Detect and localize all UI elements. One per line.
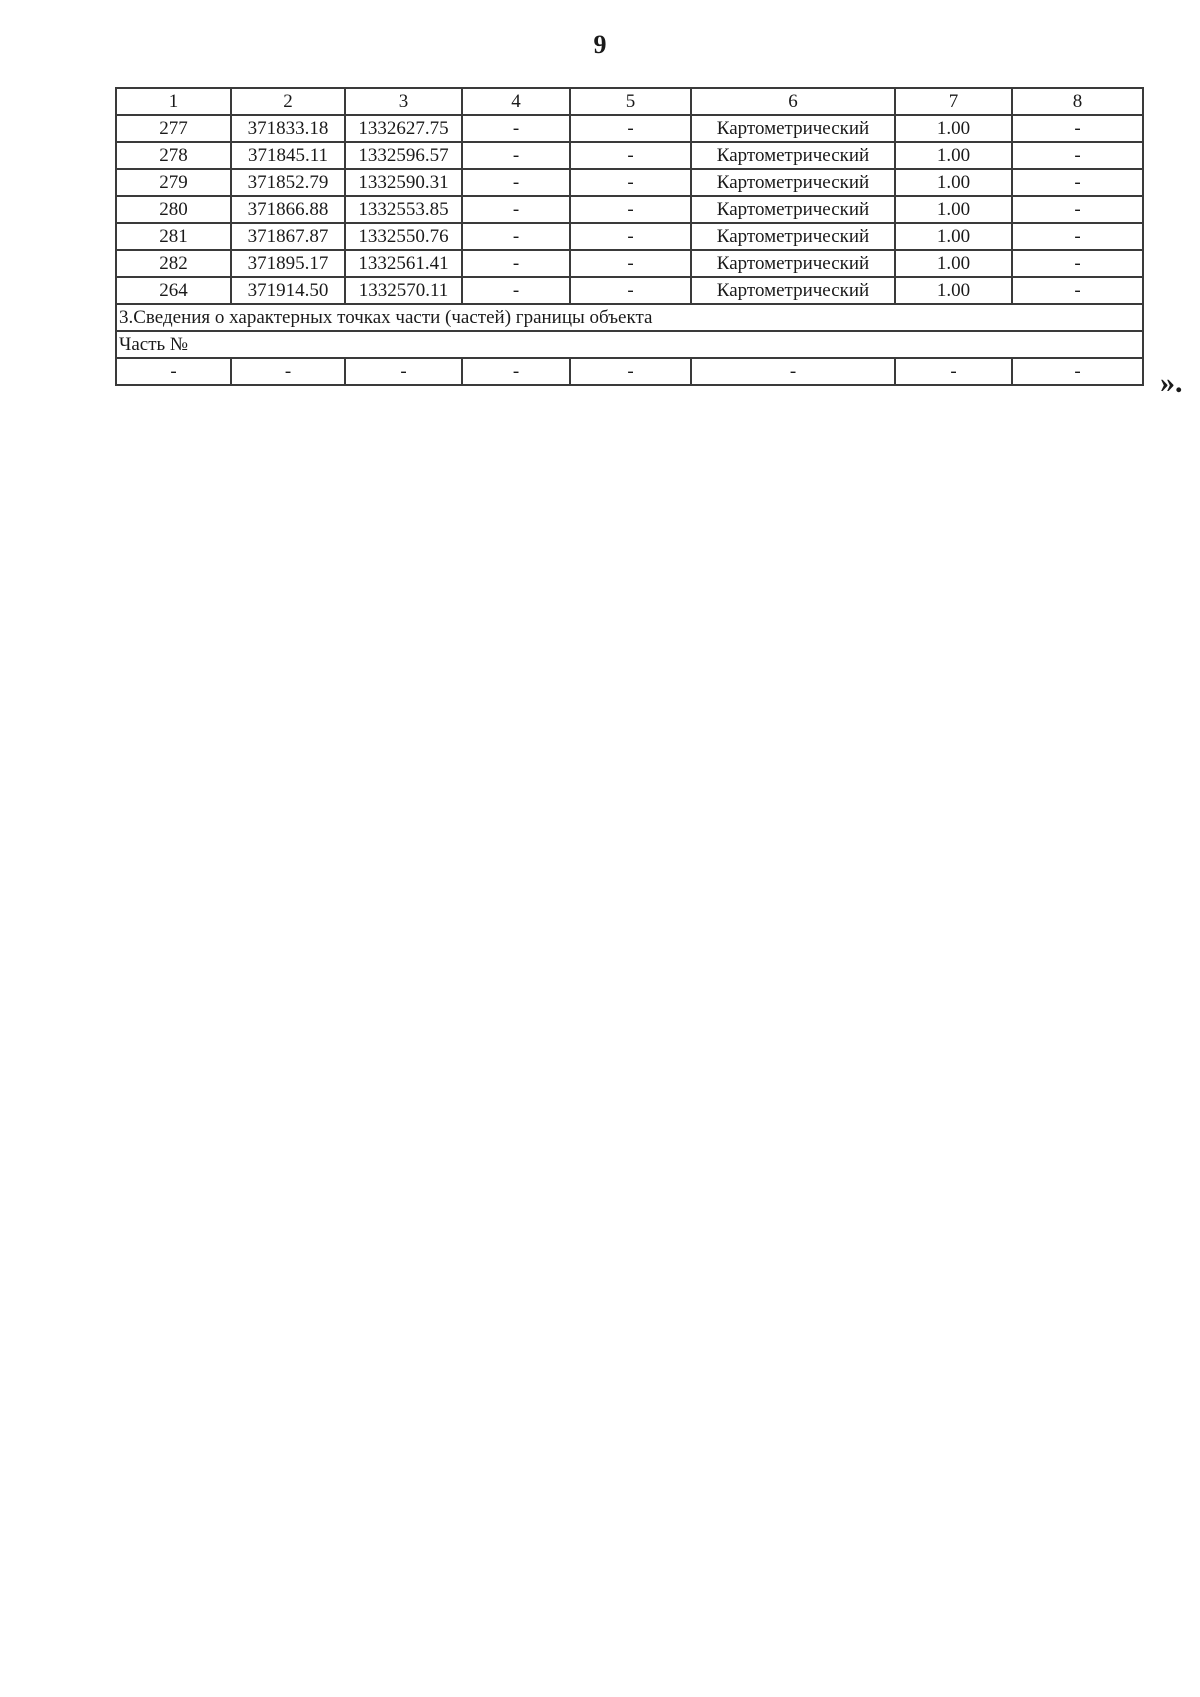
table-row: [116, 142, 1143, 169]
table-cell: -: [1012, 115, 1143, 142]
table-cell: -: [1012, 250, 1143, 277]
table-cell: -: [570, 277, 691, 304]
table-cell: 280: [116, 196, 231, 223]
table-cell: 371833.18: [231, 115, 345, 142]
table-cell: 264: [116, 277, 231, 304]
header-cell: 2: [231, 88, 345, 115]
table-row: [116, 250, 1143, 277]
header-cell: 6: [691, 88, 895, 115]
table-cell: -: [570, 169, 691, 196]
table-cell: -: [1012, 358, 1143, 385]
table-cell: 279: [116, 169, 231, 196]
table-cell: -: [570, 250, 691, 277]
table-cell: -: [1012, 169, 1143, 196]
table-cell: -: [345, 358, 462, 385]
table-cell: 1.00: [895, 277, 1012, 304]
table-cell: 1332553.85: [345, 196, 462, 223]
table-cell: 371852.79: [231, 169, 345, 196]
part-label: Часть №: [116, 331, 1143, 358]
header-cell: 4: [462, 88, 570, 115]
table-cell: -: [1012, 142, 1143, 169]
table-cell: 1332596.57: [345, 142, 462, 169]
table-cell: -: [691, 358, 895, 385]
table-cell: -: [462, 277, 570, 304]
table-cell: -: [570, 115, 691, 142]
table-cell: 371867.87: [231, 223, 345, 250]
table-cell: -: [462, 196, 570, 223]
table-cell: -: [462, 250, 570, 277]
table-cell: -: [570, 196, 691, 223]
table-cell: 1.00: [895, 223, 1012, 250]
table-cell: -: [570, 358, 691, 385]
table-cell: Картометрический: [691, 196, 895, 223]
table-cell: 1.00: [895, 169, 1012, 196]
table-cell: 371845.11: [231, 142, 345, 169]
table-cell: -: [570, 223, 691, 250]
table-row: [116, 196, 1143, 223]
table-cell: -: [462, 358, 570, 385]
characteristic-points-table: [115, 87, 1144, 386]
table-cell: -: [116, 358, 231, 385]
table-cell: -: [462, 115, 570, 142]
table-cell: 1332570.11: [345, 277, 462, 304]
header-cell: 5: [570, 88, 691, 115]
table-cell: 1332550.76: [345, 223, 462, 250]
table-cell: 1332561.41: [345, 250, 462, 277]
table-cell: -: [462, 142, 570, 169]
table-cell: 1332590.31: [345, 169, 462, 196]
table-cell: Картометрический: [691, 169, 895, 196]
header-cell: 7: [895, 88, 1012, 115]
table-cell: -: [231, 358, 345, 385]
table-cell: Картометрический: [691, 277, 895, 304]
table-cell: Картометрический: [691, 142, 895, 169]
section-title: 3.Сведения о характерных точках части (частей) границы объекта: [116, 304, 1143, 331]
table-cell: Картометрический: [691, 223, 895, 250]
header-cell: 3: [345, 88, 462, 115]
table-cell: 1.00: [895, 115, 1012, 142]
table-cell: 281: [116, 223, 231, 250]
table-cell: Картометрический: [691, 115, 895, 142]
table-cell: Картометрический: [691, 250, 895, 277]
table-cell: 1.00: [895, 250, 1012, 277]
table-cell: 277: [116, 115, 231, 142]
table-header-row: [116, 88, 1143, 115]
table-cell: -: [462, 169, 570, 196]
table-cell: 1332627.75: [345, 115, 462, 142]
table-cell: 371895.17: [231, 250, 345, 277]
table-row: [116, 277, 1143, 304]
table-cell: 371866.88: [231, 196, 345, 223]
table-cell: -: [895, 358, 1012, 385]
table-row: [116, 223, 1143, 250]
table-cell: 282: [116, 250, 231, 277]
section-title-row: [116, 304, 1143, 331]
table-cell: 371914.50: [231, 277, 345, 304]
page-number: 9: [593, 30, 607, 59]
table-cell: -: [1012, 277, 1143, 304]
table-cell: 1.00: [895, 196, 1012, 223]
table-cell: -: [1012, 223, 1143, 250]
table-cell: 278: [116, 142, 231, 169]
part-label-row: [116, 331, 1143, 358]
header-cell: 8: [1012, 88, 1143, 115]
table-row: [116, 115, 1143, 142]
table-cell: -: [1012, 196, 1143, 223]
table-row: [116, 169, 1143, 196]
table-cell: -: [462, 223, 570, 250]
empty-part-row: [116, 358, 1143, 385]
table-cell: -: [570, 142, 691, 169]
table-cell: 1.00: [895, 142, 1012, 169]
closing-quote-mark: ».: [1160, 366, 1183, 399]
header-cell: 1: [116, 88, 231, 115]
